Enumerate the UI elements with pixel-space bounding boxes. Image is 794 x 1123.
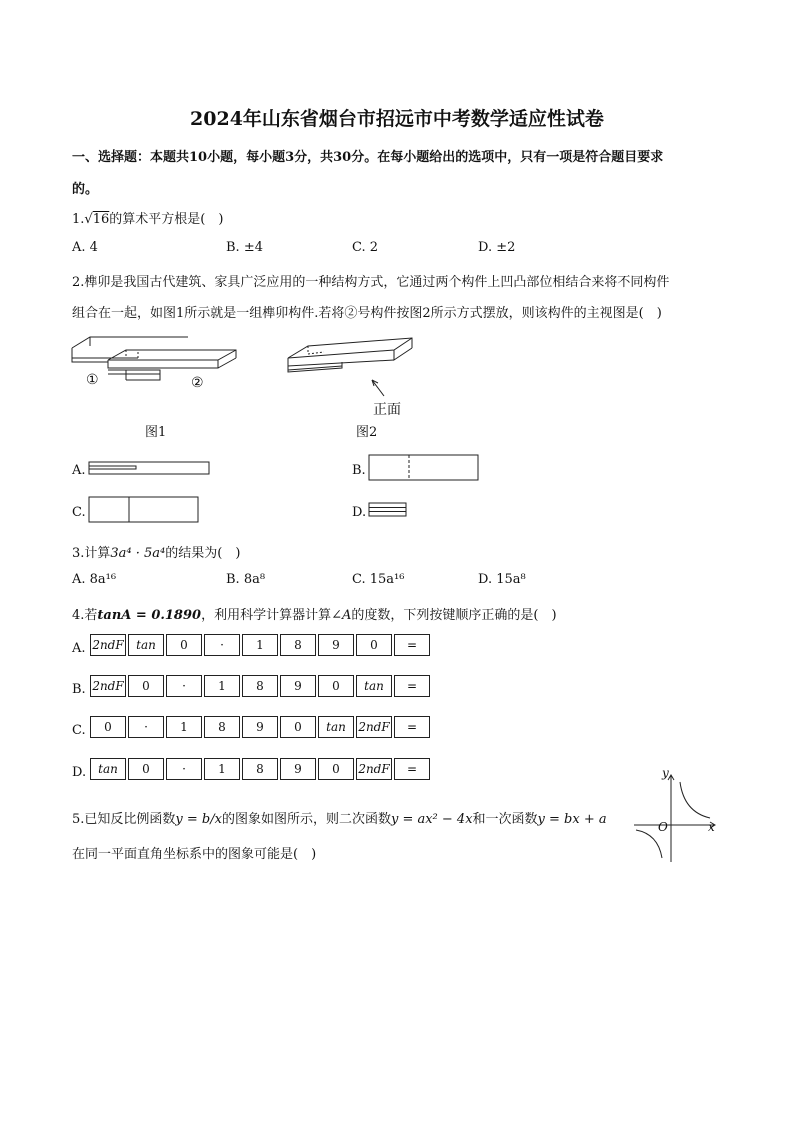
key-tan: tan [90,758,126,780]
graph-origin-label: O [658,820,668,834]
question-3 [72,542,240,561]
fig1-mark-2: ② [191,375,204,391]
q3-option-d: D. 15a⁸ [478,572,526,587]
figure-2-drawing [284,332,419,392]
q1-option-c: C. 2 [352,240,379,255]
q1-radicand: 16 [92,212,110,227]
q4-option-d-label: D. [72,765,87,780]
q2-option-c-figure [88,496,200,524]
key-dot: · [166,758,202,780]
q2-option-b-label: B. [352,463,366,478]
key-2ndf: 2ndF [356,716,392,738]
q3-option-a: A. 8a¹⁶ [72,572,117,587]
q2-option-d-label: D. [352,505,367,520]
key-digit: 9 [318,634,354,656]
key-equals: = [394,675,430,697]
key-dot: · [166,675,202,697]
key-dot: · [204,634,240,656]
key-digit: 1 [204,758,240,780]
key-digit: 8 [242,675,278,697]
key-digit: 0 [90,716,126,738]
q4-text-mid: ，利用科学计算器计算 [201,608,332,623]
fig2-front-label: 正面 [373,402,401,418]
page-title: 2024年山东省烟台市招远市中考数学适应性试卷 [190,108,604,130]
key-digit: 9 [242,716,278,738]
q4-text-suffix: 的度数，下列按键顺序正确的是( ) [351,608,557,623]
fig1-caption: 图1 [145,425,167,440]
question-1 [72,208,223,227]
q3-text-suffix: 的结果为( ) [165,546,241,561]
key-tan: tan [318,716,354,738]
q2-line2: 组合在一起，如图1所示就是一组榫卯构件.若将②号构件按图2所示方式摆放，则该构件的主视图是( ) [72,306,662,321]
q4-condition: tanA = 0.1890 [97,608,202,623]
section-header-line2: 的。 [72,182,99,197]
graph-y-label: y [662,766,669,780]
q3-expression: 3a⁴ · 5a⁴ [110,546,166,561]
key-digit: 1 [242,634,278,656]
key-2ndf: 2ndF [356,758,392,780]
q2-option-d-figure [368,502,410,518]
key-digit: 8 [204,716,240,738]
key-digit: 9 [280,675,316,697]
figure-1-drawing [68,332,243,404]
key-digit: 8 [242,758,278,780]
key-digit: 0 [318,675,354,697]
key-2ndf: 2ndF [90,675,126,697]
q4-text-prefix: 4.若 [72,608,98,623]
key-tan: tan [128,634,164,656]
q4-option-b-label: B. [72,682,86,697]
fig2-caption: 图2 [356,425,378,440]
q2-option-a-figure [88,460,212,476]
key-digit: 0 [318,758,354,780]
q1-option-b: B. ±4 [226,240,263,255]
q3-option-b: B. 8a⁸ [226,572,266,587]
key-digit: 1 [166,716,202,738]
q5-text-mid2: 和一次函数 [472,812,538,827]
key-digit: 0 [128,758,164,780]
key-digit: 8 [280,634,316,656]
q5-func2: y = ax² − 4x [390,812,473,827]
q2-option-b-figure [368,454,480,482]
section-header-line1: 一、选择题：本题共10小题，每小题3分，共30分。在每小题给出的选项中，只有一项是符合题目要求 [72,150,664,165]
q5-func1: y = b/x [175,812,222,827]
key-equals: = [394,716,430,738]
q4-option-b-keys [90,675,430,697]
q4-option-c-label: C. [72,723,86,738]
q4-option-c-keys [90,716,430,738]
q2-option-a-label: A. [72,463,86,478]
q1-option-d: D. ±2 [478,240,516,255]
key-tan: tan [356,675,392,697]
q3-option-c: C. 15a¹⁶ [352,572,405,587]
key-digit: 9 [280,758,316,780]
q4-angle: ∠A [331,608,352,623]
key-digit: 1 [204,675,240,697]
q4-option-a-label: A. [72,641,86,656]
key-digit: 0 [128,675,164,697]
fig1-mark-1: ① [86,372,99,388]
q2-option-c-label: C. [72,505,86,520]
key-equals: = [394,758,430,780]
question-4 [72,604,557,623]
hyperbola-graph [630,768,720,866]
q4-option-d-keys [90,758,430,780]
question-5-line1 [72,808,607,827]
key-digit: 0 [280,716,316,738]
q1-number: 1. [72,212,85,227]
question-5-line2: 在同一平面直角坐标系中的图象可能是( ) [72,847,317,862]
q1-option-a: A. 4 [72,240,98,255]
key-digit: 0 [356,634,392,656]
q4-option-a-keys [90,634,430,656]
q5-text-prefix: 5.已知反比例函数 [72,812,176,827]
key-digit: 0 [166,634,202,656]
q5-func3: y = bx + a [537,812,607,827]
sqrt-symbol: √16 [84,212,110,227]
q3-text-prefix: 3.计算 [72,546,111,561]
key-2ndf: 2ndF [90,634,126,656]
q5-text-mid1: 的图象如图所示，则二次函数 [221,812,391,827]
q1-text: 的算术平方根是( ) [109,212,224,227]
graph-x-label: x [708,820,715,834]
key-equals: = [394,634,430,656]
q2-line1: 2.榫卯是我国古代建筑、家具广泛应用的一种结构方式，它通过两个构件上凹凸部位相结合来将不同构件 [72,275,670,290]
key-dot: · [128,716,164,738]
